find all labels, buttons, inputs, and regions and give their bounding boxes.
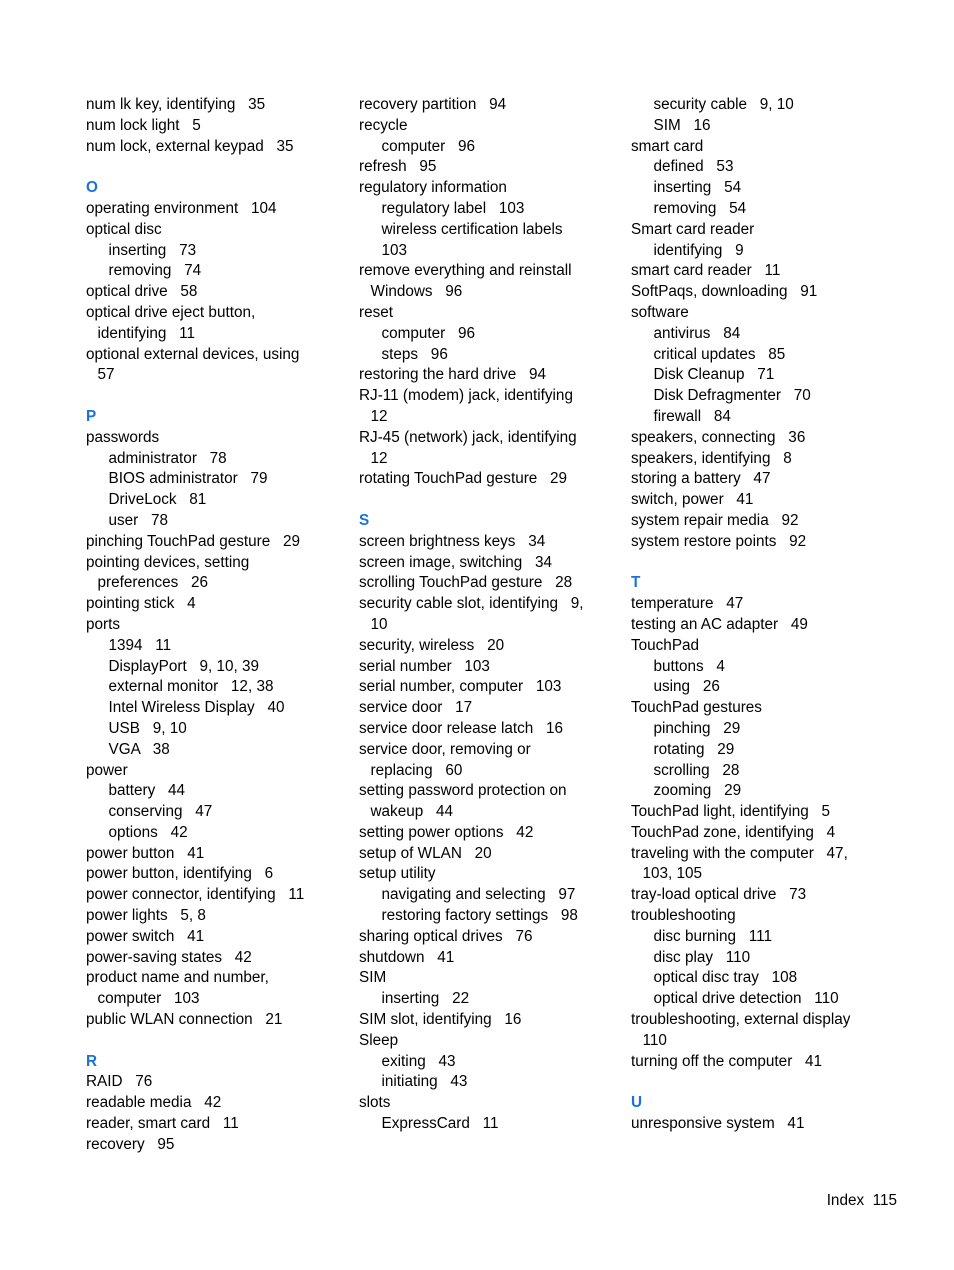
index-entry: SoftPaqs, downloading 91 xyxy=(631,283,818,301)
index-entry: serial number, computer 103 xyxy=(359,678,562,696)
index-letter-heading: O xyxy=(86,179,98,197)
index-entry-continuation: 57 xyxy=(97,366,115,384)
index-entry: traveling with the computer 47, xyxy=(631,844,848,862)
spacer xyxy=(86,157,348,178)
page-footer xyxy=(827,1191,897,1211)
index-subentry: ExpressCard 11 xyxy=(381,1115,499,1133)
index-subentry: optical drive detection 110 xyxy=(653,990,839,1008)
index-subentry: disc burning 111 xyxy=(653,927,772,945)
index-entry: setup of WLAN 20 xyxy=(359,844,492,862)
index-entry: recycle xyxy=(359,116,408,134)
index-entry: sharing optical drives 76 xyxy=(359,927,533,945)
index-subentry: rotating 29 xyxy=(653,740,735,758)
index-entry: rotating TouchPad gesture 29 xyxy=(359,470,568,488)
index-entry: screen image, switching 34 xyxy=(359,553,553,571)
spacer xyxy=(359,490,621,511)
spacer xyxy=(631,1072,893,1093)
index-entry: shutdown 41 xyxy=(359,948,455,966)
index-entry: troubleshooting, external display xyxy=(631,1011,851,1029)
index-entry-continuation: 12 xyxy=(370,407,388,425)
index-letter-heading: S xyxy=(359,511,370,529)
index-subentry: removing 54 xyxy=(653,199,747,217)
index-entry: smart card reader 11 xyxy=(631,262,781,280)
index-subentry: DriveLock 81 xyxy=(108,491,207,509)
index-entry: switch, power 41 xyxy=(631,491,754,509)
index-entry: scrolling TouchPad gesture 28 xyxy=(359,574,573,592)
index-column-3 xyxy=(631,95,893,1135)
index-entry: speakers, connecting 36 xyxy=(631,428,806,446)
index-entry: restoring the hard drive 94 xyxy=(359,366,547,384)
index-entry: system restore points 92 xyxy=(631,532,807,550)
index-entry: temperature 47 xyxy=(631,595,744,613)
index-subentry: Intel Wireless Display 40 xyxy=(108,699,285,717)
index-entry: remove everything and reinstall xyxy=(359,262,572,280)
index-entry: operating environment 104 xyxy=(86,199,277,217)
index-subentry: removing 74 xyxy=(108,262,202,280)
index-entry: speakers, identifying 8 xyxy=(631,449,792,467)
index-entry: passwords xyxy=(86,428,160,446)
spacer xyxy=(86,386,348,407)
index-subentry: identifying 9 xyxy=(653,241,744,259)
index-entry: pointing devices, setting xyxy=(86,553,250,571)
index-subentry: conserving 47 xyxy=(108,803,213,821)
index-subentry: external monitor 12, 38 xyxy=(108,678,274,696)
index-subentry: navigating and selecting 97 xyxy=(381,886,576,904)
index-entry: serial number 103 xyxy=(359,657,490,675)
index-entry: SIM slot, identifying 16 xyxy=(359,1011,522,1029)
index-subentry: DisplayPort 9, 10, 39 xyxy=(108,657,259,675)
index-column-1 xyxy=(86,95,348,1156)
index-entry: unresponsive system 41 xyxy=(631,1115,805,1133)
spacer xyxy=(86,1031,348,1052)
index-subentry: using 26 xyxy=(653,678,720,696)
index-entry-continuation: 110 xyxy=(642,1031,667,1049)
index-subentry: inserting 22 xyxy=(381,990,470,1008)
index-entry-continuation: Windows 96 xyxy=(370,283,463,301)
index-letter-heading: P xyxy=(86,407,97,425)
index-subentry: restoring factory settings 98 xyxy=(381,907,578,925)
index-entry: recovery partition 94 xyxy=(359,96,507,113)
index-subentry: 103 xyxy=(381,241,408,259)
index-subentry: disc play 110 xyxy=(653,948,751,966)
index-subentry: initiating 43 xyxy=(381,1073,468,1091)
index-entry: setup utility xyxy=(359,865,436,883)
index-entry: turning off the computer 41 xyxy=(631,1052,823,1070)
index-entry-continuation: 10 xyxy=(370,615,388,633)
index-entry: slots xyxy=(359,1094,391,1112)
index-entry: recovery 95 xyxy=(86,1135,175,1153)
index-subentry: antivirus 84 xyxy=(653,324,741,342)
index-entry: TouchPad xyxy=(631,636,700,654)
index-entry: power button, identifying 6 xyxy=(86,865,274,883)
index-subentry: inserting 54 xyxy=(653,179,742,197)
index-entry: optical disc xyxy=(86,220,162,238)
index-entry: system repair media 92 xyxy=(631,511,799,529)
index-subentry: computer 96 xyxy=(381,324,476,342)
index-subentry: optical disc tray 108 xyxy=(653,969,798,987)
index-entry-continuation: 12 xyxy=(370,449,388,467)
index-entry: readable media 42 xyxy=(86,1094,222,1112)
index-entry: reader, smart card 11 xyxy=(86,1115,239,1133)
index-entry-continuation: wakeup 44 xyxy=(370,803,453,821)
index-subentry: critical updates 85 xyxy=(653,345,786,363)
index-entry: power-saving states 42 xyxy=(86,948,252,966)
index-letter-heading: R xyxy=(86,1052,98,1070)
index-entry: storing a battery 47 xyxy=(631,470,771,488)
index-letter-heading: U xyxy=(631,1094,643,1112)
index-entry: Sleep xyxy=(359,1031,399,1049)
index-entry-continuation: identifying 11 xyxy=(97,324,196,342)
index-subentry: USB 9, 10 xyxy=(108,719,187,737)
index-entry: optical drive 58 xyxy=(86,283,198,301)
index-entry: pinching TouchPad gesture 29 xyxy=(86,532,301,550)
index-entry: pointing stick 4 xyxy=(86,595,196,613)
index-entry: optional external devices, using xyxy=(86,345,300,363)
index-entry: service door release latch 16 xyxy=(359,719,564,737)
index-entry: num lock light 5 xyxy=(86,116,201,134)
index-entry: RAID 76 xyxy=(86,1073,153,1091)
index-letter-heading: T xyxy=(631,574,641,592)
index-subentry: 1394 11 xyxy=(108,636,172,654)
index-entry-continuation: 103, 105 xyxy=(642,865,703,883)
index-entry: TouchPad light, identifying 5 xyxy=(631,803,830,821)
index-subentry: administrator 78 xyxy=(108,449,227,467)
index-subentry: Disk Defragmenter 70 xyxy=(653,387,811,405)
index-entry: num lock, external keypad 35 xyxy=(86,137,294,155)
index-entry: software xyxy=(631,303,689,321)
index-subentry: defined 53 xyxy=(653,158,734,176)
index-entry: regulatory information xyxy=(359,179,507,197)
index-entry: public WLAN connection 21 xyxy=(86,1011,283,1029)
index-entry: ports xyxy=(86,615,121,633)
spacer xyxy=(631,553,893,574)
index-entry: security cable slot, identifying 9, xyxy=(359,595,584,613)
index-column-2 xyxy=(359,95,621,1135)
index-subentry: exiting 43 xyxy=(381,1052,456,1070)
index-entry: tray-load optical drive 73 xyxy=(631,886,807,904)
index-entry: SIM xyxy=(359,969,387,987)
footer-label: Index xyxy=(826,1192,865,1209)
index-subentry: battery 44 xyxy=(108,782,186,800)
index-subentry: security cable 9, 10 xyxy=(653,96,794,113)
index-subentry: inserting 73 xyxy=(108,241,197,259)
index-entry: RJ-11 (modem) jack, identifying xyxy=(359,387,573,405)
index-subentry: regulatory label 103 xyxy=(381,199,525,217)
index-subentry: SIM 16 xyxy=(653,116,711,134)
index-subentry: wireless certification labels xyxy=(381,220,563,238)
index-entry: service door, removing or xyxy=(359,740,531,758)
index-subentry: buttons 4 xyxy=(653,657,725,675)
index-entry: troubleshooting xyxy=(631,907,736,925)
index-entry: security, wireless 20 xyxy=(359,636,505,654)
index-entry: TouchPad zone, identifying 4 xyxy=(631,823,836,841)
index-subentry: scrolling 28 xyxy=(653,761,740,779)
index-entry: power connector, identifying 11 xyxy=(86,886,305,904)
index-subentry: steps 96 xyxy=(381,345,448,363)
index-entry: service door 17 xyxy=(359,699,473,717)
index-entry: power xyxy=(86,761,128,779)
index-entry: TouchPad gestures xyxy=(631,699,762,717)
index-entry: Smart card reader xyxy=(631,220,755,238)
index-entry: power lights 5, 8 xyxy=(86,907,206,925)
index-entry: screen brightness keys 34 xyxy=(359,532,546,550)
index-subentry: zooming 29 xyxy=(653,782,742,800)
page-number: 115 xyxy=(872,1192,897,1209)
index-entry-continuation: preferences 26 xyxy=(97,574,209,592)
index-entry: smart card xyxy=(631,137,704,155)
index-entry: setting password protection on xyxy=(359,782,567,800)
index-entry: reset xyxy=(359,303,394,321)
index-subentry: pinching 29 xyxy=(653,719,741,737)
index-subentry: options 42 xyxy=(108,823,188,841)
index-entry-continuation: computer 103 xyxy=(97,990,200,1008)
index-entry: RJ-45 (network) jack, identifying xyxy=(359,428,577,446)
index-entry: power button 41 xyxy=(86,844,205,862)
index-entry: power switch 41 xyxy=(86,927,205,945)
index-subentry: user 78 xyxy=(108,511,169,529)
index-entry-continuation: replacing 60 xyxy=(370,761,463,779)
index-entry: product name and number, xyxy=(86,969,269,987)
index-subentry: computer 96 xyxy=(381,137,476,155)
index-subentry: BIOS administrator 79 xyxy=(108,470,268,488)
index-entry: testing an AC adapter 49 xyxy=(631,615,808,633)
index-entry: refresh 95 xyxy=(359,158,437,176)
index-subentry: Disk Cleanup 71 xyxy=(653,366,775,384)
index-subentry: VGA 38 xyxy=(108,740,170,758)
index-entry: optical drive eject button, xyxy=(86,303,256,321)
index-subentry: firewall 84 xyxy=(653,407,731,425)
index-entry: num lk key, identifying 35 xyxy=(86,96,266,113)
index-entry: setting power options 42 xyxy=(359,823,534,841)
